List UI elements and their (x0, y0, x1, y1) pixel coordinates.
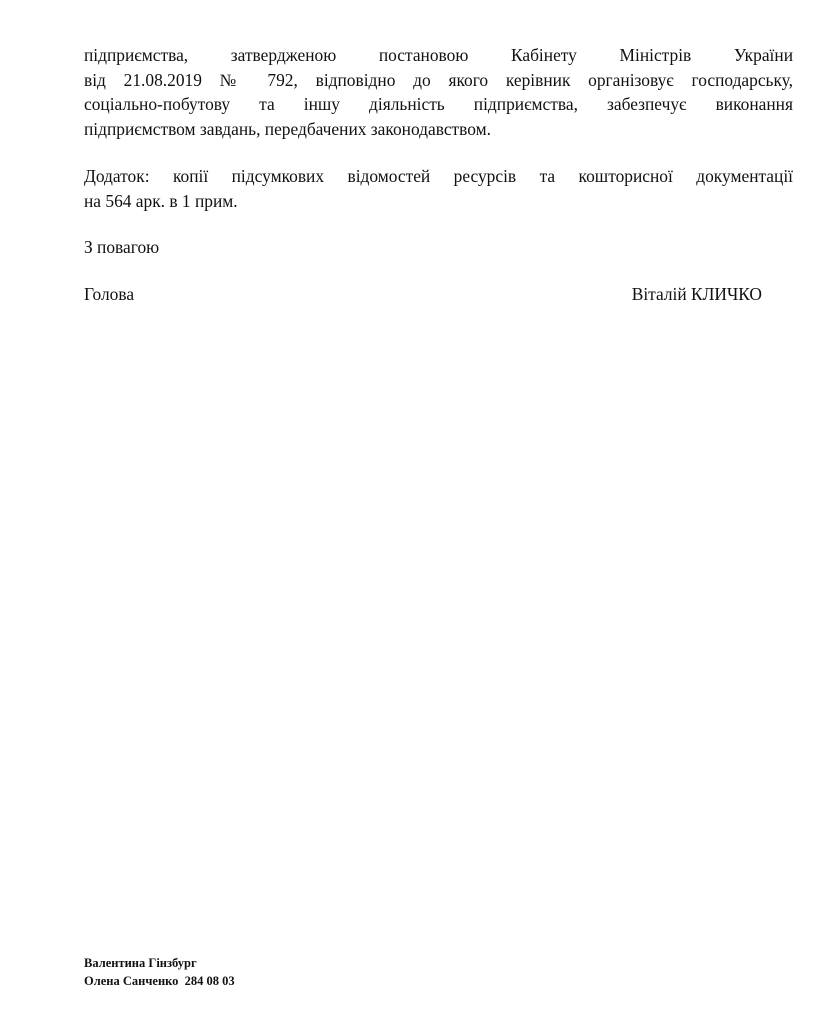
signatory-position: Голова (84, 284, 135, 304)
paragraph-legal-basis (84, 43, 793, 141)
signature-block (84, 282, 762, 306)
footer-line: Валентина Гінзбург (84, 956, 197, 970)
executor-footer (84, 954, 235, 990)
paragraph-line: на 564 арк. в 1 прим. (84, 190, 238, 211)
paragraph-attachment (84, 164, 793, 213)
footer-line: Олена Санченко 284 08 03 (84, 974, 235, 988)
paragraph-line: підприємством завдань, передбачених законодавством. (84, 118, 491, 139)
paragraph-line: Додаток: копії підсумкових відомостей ресурсів та кошторисної документації (84, 166, 793, 186)
closing-phrase: З повагою (84, 237, 160, 257)
paragraph-line: від 21.08.2019 № 792, відповідно до якого керівник організовує господарську, (84, 69, 793, 90)
signatory-name: Віталій КЛИЧКО (631, 284, 762, 304)
paragraph-line: підприємства, затвердженою постановою Кабінету Міністрів України (84, 45, 793, 65)
paragraph-line: соціально-побутову та іншу діяльність підприємства, забезпечує виконання (84, 94, 793, 114)
